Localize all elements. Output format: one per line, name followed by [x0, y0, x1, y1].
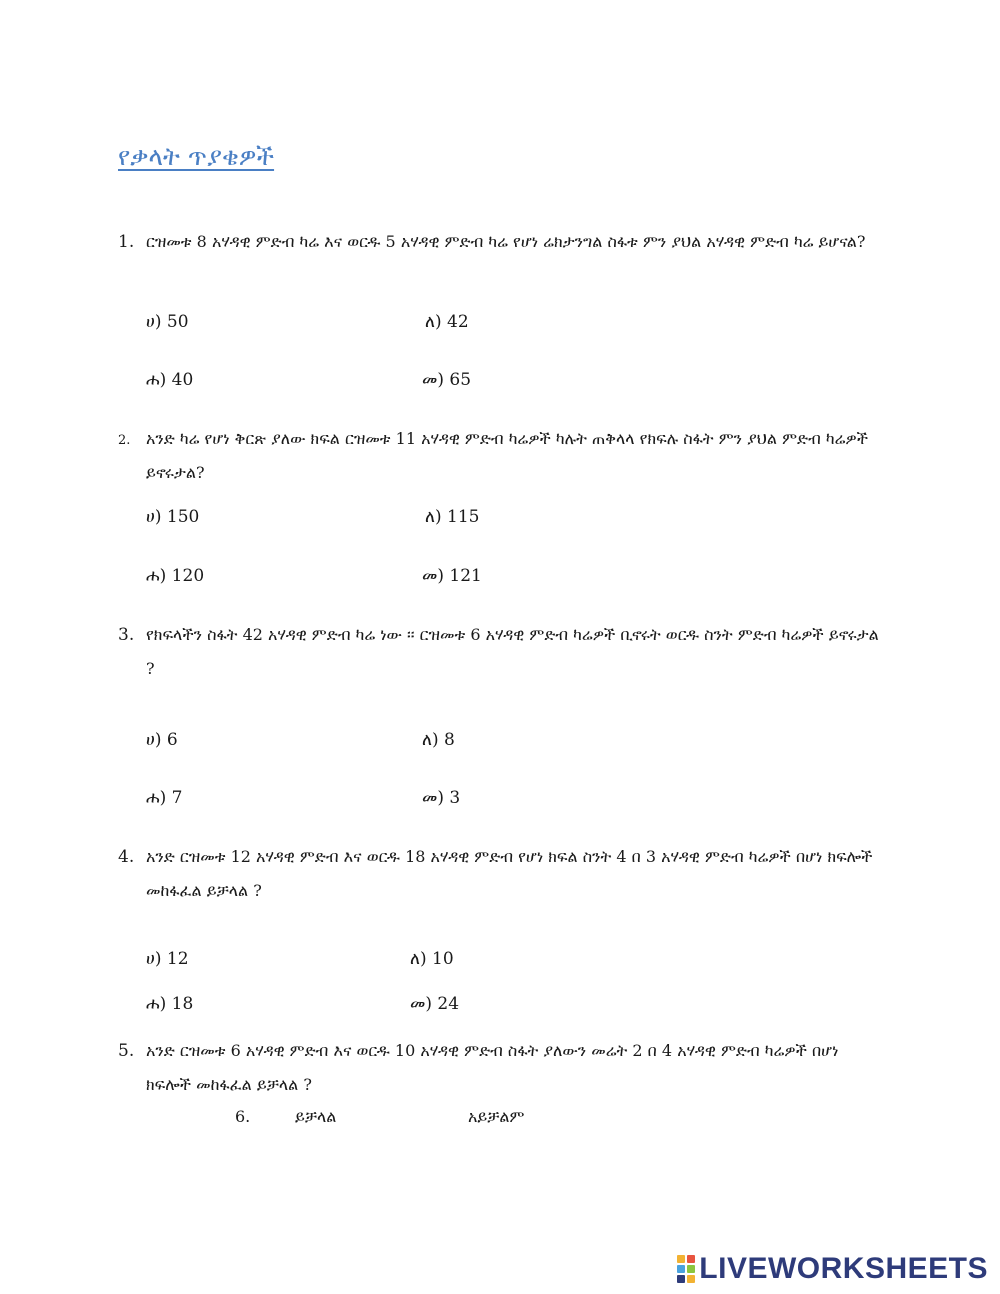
page-title: የቃላት ጥያቄዎች	[118, 142, 275, 171]
option-b[interactable]: ለ) 10	[410, 949, 454, 969]
logo-text: LIVEWORKSHEETS	[699, 1252, 988, 1285]
question-text: ርዝመቱ 8 አሃዳዊ ምድብ ካሬ እና ወርዱ 5 አሃዳዊ ምድብ ካሬ የሆነ ሬክታንግል ስፋቱ ምን ያህል አሃዳዊ ምድብ ካሬ ይሆናል?	[146, 232, 866, 251]
liveworksheets-logo	[677, 1252, 988, 1286]
question-number: 4.	[118, 847, 135, 867]
choice-not-possible[interactable]: አይቻልም	[468, 1107, 525, 1126]
question-text: አንድ ካሬ የሆነ ቅርጽ ያለው ክፍል ርዝመቱ 11 አሃዳዊ ምድብ ካሬዎች ካሉት ጠቅላላ የክፍሉ ስፋት ምን ያህል ምድብ ካሬዎች ይኖሩታል?	[146, 429, 869, 482]
question-number: 1.	[118, 232, 135, 252]
option-d[interactable]: መ) 24	[410, 994, 460, 1014]
question-text: የክፍላችን ስፋት 42 አሃዳዊ ምድብ ካሬ ነው ፡፡ ርዝመቱ 6 አሃዳዊ ምድብ ካሬዎች ቢኖሩት ወርዱ ስንት ምድብ ካሬዎች ይኖሩታል ?	[146, 625, 879, 678]
question-text: አንድ ርዝመቱ 6 አሃዳዊ ምድብ እና ወርዱ 10 አሃዳዊ ምድብ ስፋት ያለውን መሬት 2 በ 4 አሃዳዊ ምድብ ካሬዎች በሆነ ክፍሎች መከፋፈል ይቻላል ?	[146, 1041, 839, 1094]
option-a[interactable]: ሀ) 6	[146, 730, 178, 750]
question-number: 2.	[118, 433, 131, 448]
option-c[interactable]: ሐ) 7	[146, 788, 183, 808]
option-a[interactable]: ሀ) 12	[146, 949, 189, 969]
sub-number: 6.	[235, 1107, 251, 1126]
option-a[interactable]: ሀ) 50	[146, 312, 189, 332]
question-text: አንድ ርዝመቱ 12 አሃዳዊ ምድብ እና ወርዱ 18 አሃዳዊ ምድብ የሆነ ክፍል ስንት 4 በ 3 አሃዳዊ ምድብ ካሬዎች በሆነ ክፍሎች መከፋፈል ይቻላል ?	[146, 847, 873, 900]
option-c[interactable]: ሐ) 18	[146, 994, 194, 1014]
option-b[interactable]: ለ) 115	[425, 507, 480, 527]
option-d[interactable]: መ) 65	[422, 370, 472, 390]
option-b[interactable]: ለ) 42	[425, 312, 469, 332]
option-a[interactable]: ሀ) 150	[146, 507, 200, 527]
option-d[interactable]: መ) 121	[422, 566, 482, 586]
question-number: 5.	[118, 1041, 135, 1061]
option-c[interactable]: ሐ) 120	[146, 566, 205, 586]
choice-possible[interactable]: ይቻላል	[295, 1107, 337, 1126]
logo-mark-icon	[677, 1255, 695, 1283]
option-c[interactable]: ሐ) 40	[146, 370, 194, 390]
option-b[interactable]: ለ) 8	[422, 730, 455, 750]
option-d[interactable]: መ) 3	[422, 788, 461, 808]
question-number: 3.	[118, 625, 135, 645]
